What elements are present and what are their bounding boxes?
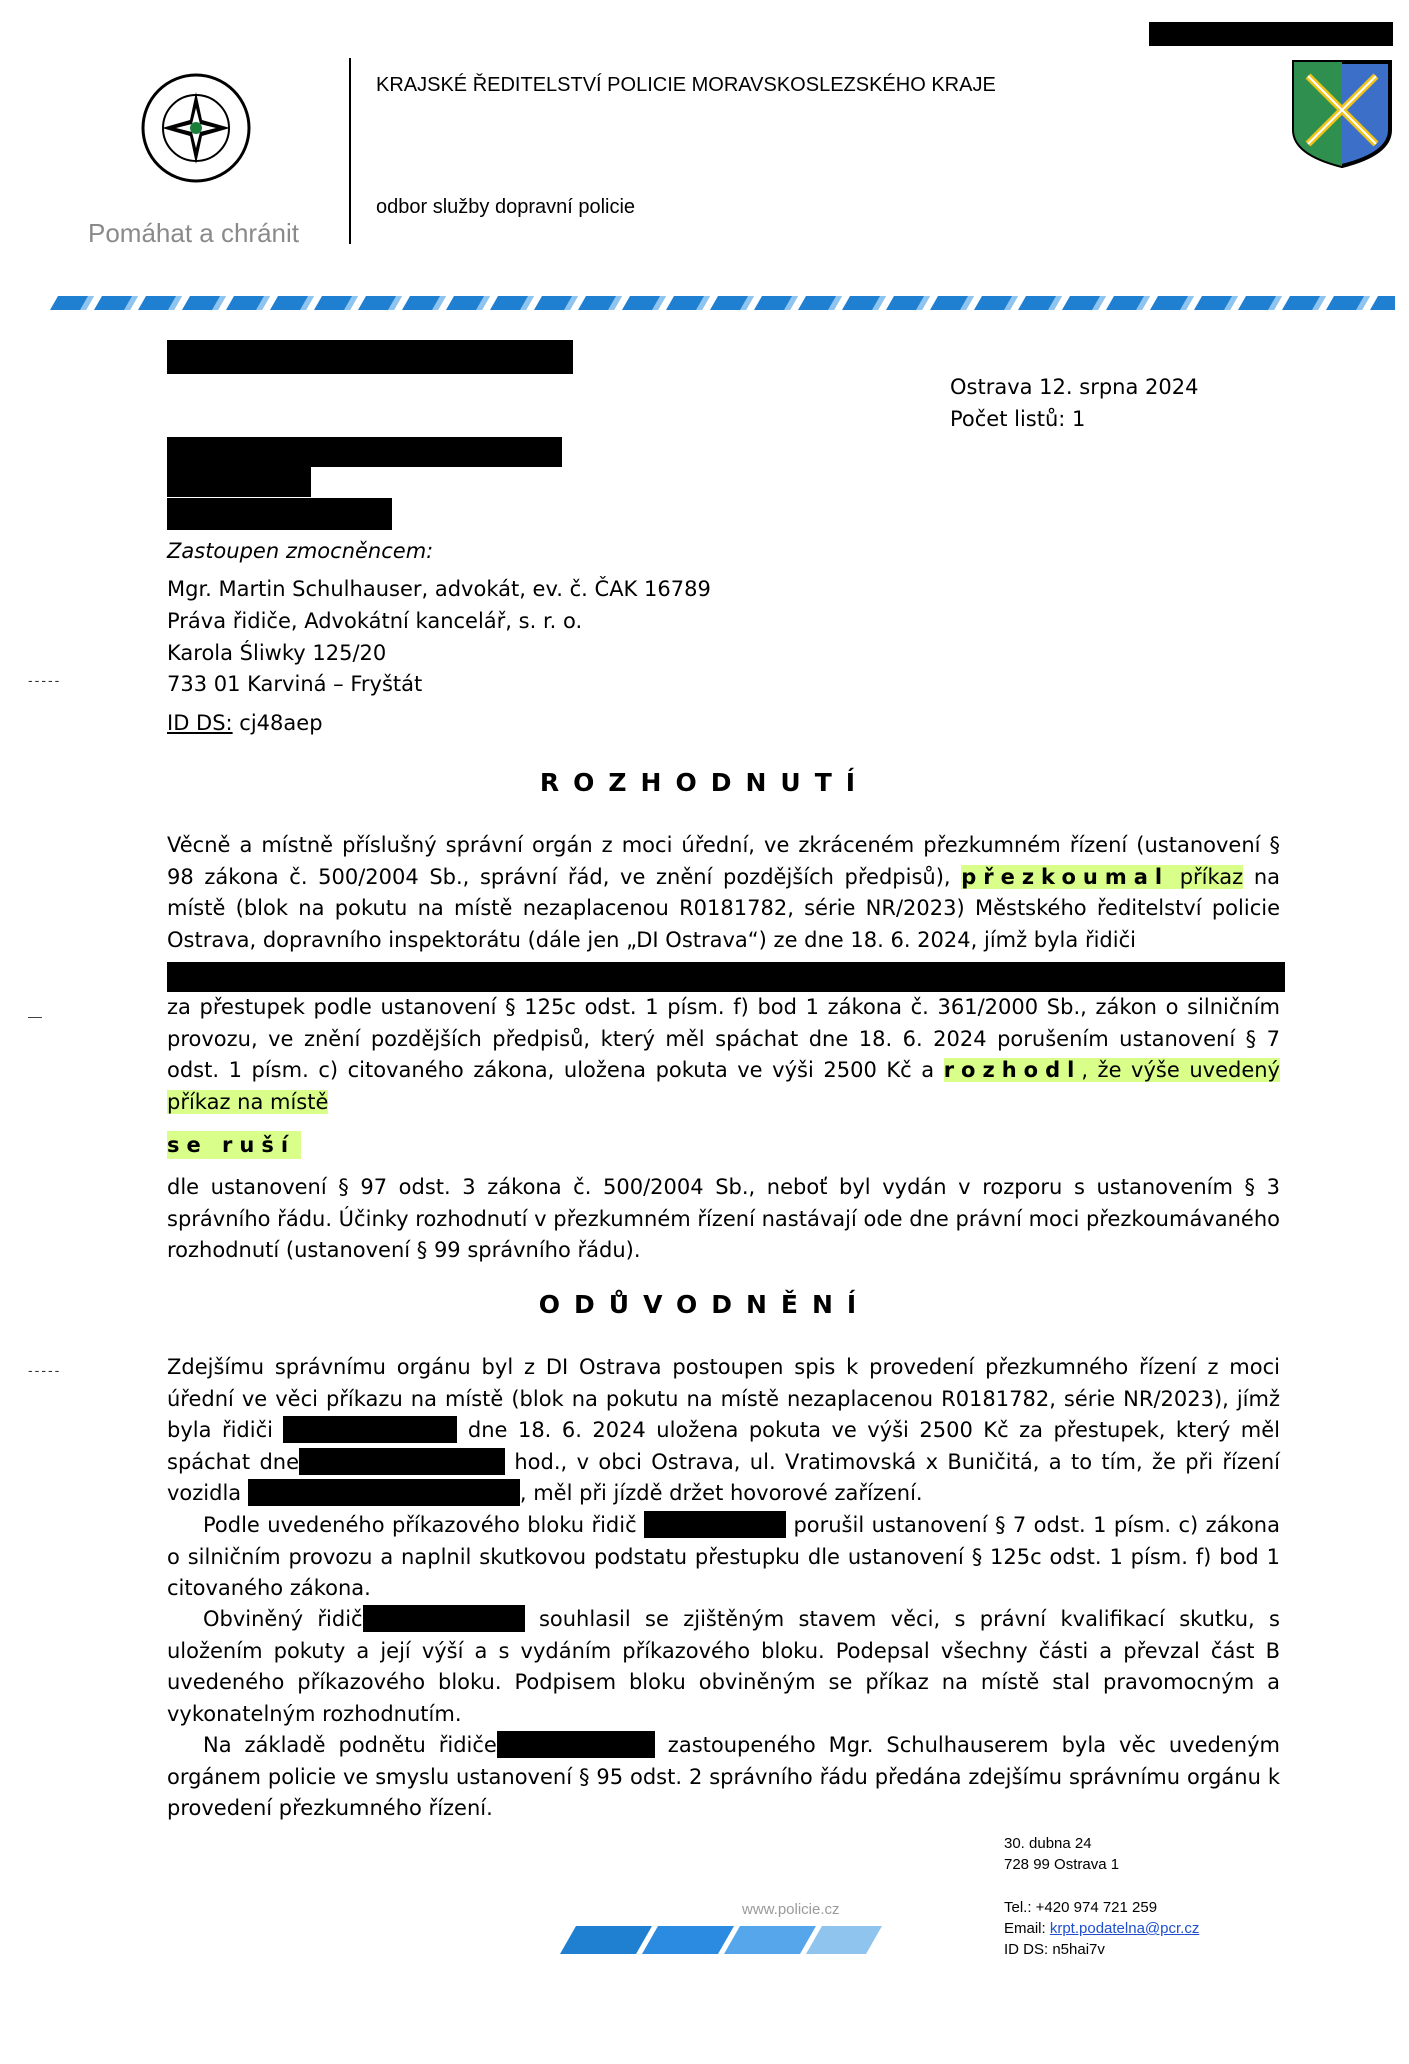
law-firm: Práva řidiče, Advokátní kancelář, s. r. o. (167, 609, 583, 633)
redaction (299, 1448, 505, 1475)
redaction (1149, 22, 1393, 46)
margin-mark: ----- (28, 672, 62, 688)
decision-heading: ROZHODNUTÍ (539, 768, 870, 797)
footer-city: 728 99 Ostrava 1 (1004, 1856, 1120, 1873)
reasoning-paragraph-4: Na základě podnětu řidiče zastoupeného Mgr. Schulhauserem byla věc uvedeným orgánem policie ve smyslu ustanovení § 95 odst. 2 správního řádu předána zdejšímu správnímu orgánu k provedení přezkumného řízení. (167, 1733, 1280, 1820)
highlight-rozhodl: rozhodl (943, 1058, 1082, 1082)
slogan: Pomáhat a chránit (88, 218, 300, 248)
data-box-label: ID DS: (167, 711, 233, 735)
data-box-id (167, 708, 323, 740)
footer-stripe (560, 1926, 882, 1954)
regional-crest (1290, 58, 1394, 168)
verdict-text (167, 1130, 301, 1162)
margin-mark: ----- (28, 1362, 62, 1378)
footer-data-box: ID DS: n5hai7v (1004, 1941, 1105, 1958)
redaction (644, 1511, 786, 1538)
reasoning-paragraph-1: Zdejšímu správnímu orgánu byl z DI Ostrava postoupen spis k provedení přezkumného řízení z moci úřední ve věci příkazu na místě (blok na pokutu na místě nezaplacenou R0181782, série NR/2023), jímž byla řidiči dne 18. 6. 2024 uložena pokuta ve výši 2500 Kč za přestupek, který měl spáchat dne hod., v obci Ostrava, ul. Vratimovská x Buničitá, a to tím, že při řízení vozidla , měl při jízdě držet hovorové zařízení. (167, 1355, 1280, 1505)
organization-name: KRAJSKÉ ŘEDITELSTVÍ POLICIE MORAVSKOSLEZSKÉHO KRAJE (376, 74, 996, 96)
highlight-se-rusi: se ruší (167, 1131, 301, 1159)
redaction (167, 962, 1285, 992)
email-link[interactable]: krpt.podatelna@pcr.cz (1049, 1920, 1200, 1937)
document-date: Ostrava 12. srpna 2024 (950, 375, 1199, 399)
redaction (167, 340, 573, 374)
reasoning-heading: ODŮVODNĚNÍ (538, 1290, 871, 1319)
footer-email: Email: krpt.podatelna@pcr.cz (1004, 1920, 1200, 1937)
street-address: Karola Śliwky 125/20 (167, 641, 387, 665)
redaction (248, 1479, 520, 1506)
margin-mark: — (28, 1008, 44, 1024)
redaction (363, 1605, 525, 1632)
footer-phone: Tel.: +420 974 721 259 (1004, 1899, 1158, 1916)
decision-paragraph-2: za přestupek podle ustanovení § 125c odst. 1 písm. f) bod 1 zákona č. 361/2000 Sb., zákon o silničním provozu, ve znění pozdějších předpisů, který měl spáchat dne 18. 6. 2024 porušením ustanovení § 7 odst. 1 písm. c) citovaného zákona, uložena pokuta ve výši 2500 Kč a rozhodl, že výše uvedený příkaz na místě (167, 995, 1280, 1114)
police-badge-logo (140, 72, 252, 184)
header-divider (349, 58, 351, 244)
data-box-value: cj48aep (232, 711, 323, 735)
redaction (283, 1416, 457, 1443)
decision-paragraph-3: dle ustanovení § 97 odst. 3 zákona č. 500/2004 Sb., neboť byl vydán v rozporu s ustanovením § 3 správního řádu. Účinky rozhodnutí v přezkumném řízení nastávají ode dne právní moci přezkoumávaného rozhodnutí (ustanovení § 99 správního řádu). (167, 1175, 1280, 1262)
redaction (167, 498, 392, 530)
blue-stripe-divider (50, 296, 1395, 310)
reasoning-paragraph-2: Podle uvedeného příkazového bloku řidič porušil ustanovení § 7 odst. 1 písm. c) zákona o silničním provozu a naplnil skutkovou podstatu přestupku dle ustanovení § 125c odst. 1 písm. f) bod 1 citovaného zákona. (167, 1513, 1280, 1600)
represented-label: Zastoupen zmocněncem: (167, 539, 434, 563)
highlight-prezkoumal: přezkoumal (961, 864, 1170, 889)
redaction (167, 437, 562, 467)
redaction (497, 1731, 655, 1758)
redaction (167, 467, 311, 497)
decision-paragraph-1: Věcně a místně příslušný správní orgán z moci úřední, ve zkráceném přezkumném řízení (ustanovení § 98 zákona č. 500/2004 Sb., správní řád, ve znění pozdějších předpisů), přezkoumal příkaz na místě (blok na pokutu na místě nezaplacenou R0181782, série NR/2023) Městského ředitelství policie Ostrava, dopravního inspektorátu (dále jen „DI Ostrava“) ze dne 18. 6. 2024, jímž byla řidiči (167, 833, 1280, 952)
attorney-name: Mgr. Martin Schulhauser, advokát, ev. č. ČAK 16789 (167, 577, 711, 601)
footer-website[interactable]: www.policie.cz (742, 1901, 840, 1918)
city-address: 733 01 Karviná – Fryštát (167, 672, 423, 696)
reasoning-paragraph-3: Obviněný řidič souhlasil se zjištěným stavem věci, s právní kvalifikací skutku, s uložením pokuty a její výší a s vydáním příkazového bloku. Podepsal všechny části a převzal část B uvedeného příkazového bloku. Podpisem bloku obviněným se příkaz na místě stal pravomocným a vykonatelným rozhodnutím. (167, 1607, 1280, 1726)
department-name: odbor služby dopravní policie (376, 196, 636, 218)
footer-street: 30. dubna 24 (1004, 1835, 1092, 1852)
page-count: Počet listů: 1 (950, 407, 1086, 431)
